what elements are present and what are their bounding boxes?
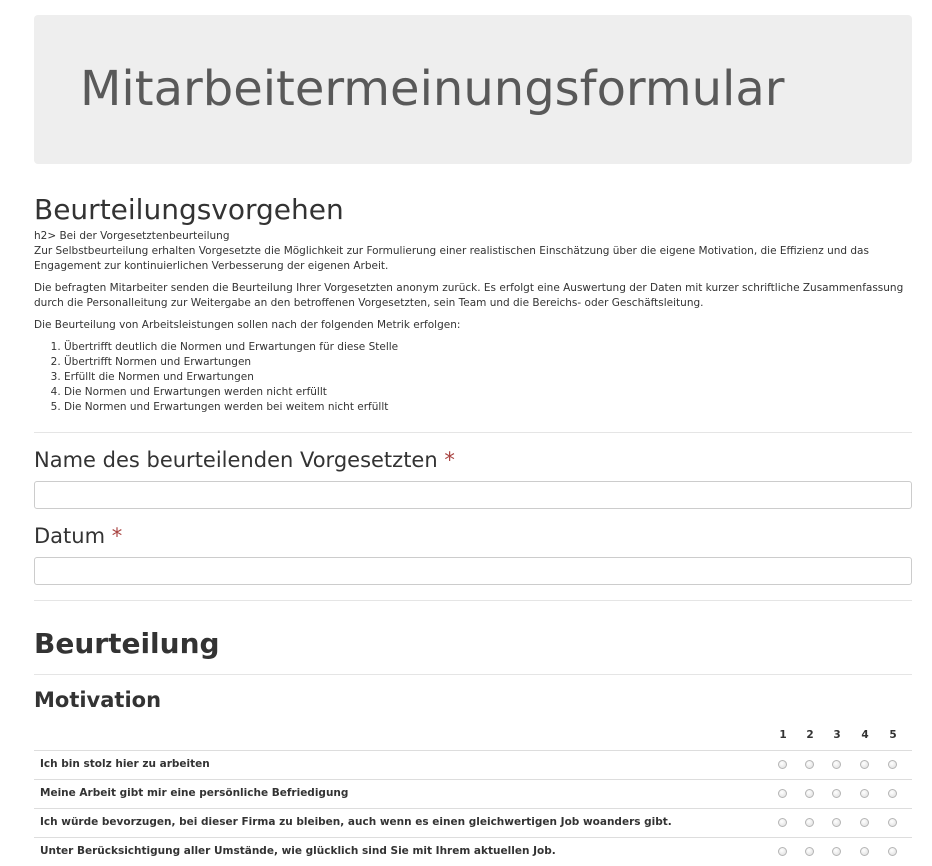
rating-heading: Beurteilung: [34, 627, 220, 660]
required-marker: *: [444, 448, 455, 472]
divider: [34, 600, 912, 601]
rating-radio-3[interactable]: [832, 818, 841, 827]
question-label: Meine Arbeit gibt mir eine persönliche Befriedigung: [40, 787, 349, 799]
table-row-border: [34, 779, 912, 780]
metric-item: 5. Die Normen und Erwartungen werden bei weitem nicht erfüllt: [64, 400, 912, 415]
required-marker: *: [111, 524, 123, 548]
date-label-text: Datum: [34, 524, 106, 548]
rating-radio-1[interactable]: [778, 847, 787, 856]
table-row-border: [34, 750, 912, 751]
motivation-heading: Motivation: [34, 688, 162, 712]
rating-radio-2[interactable]: [805, 760, 814, 769]
divider: [34, 674, 912, 675]
header-banner: [34, 15, 912, 164]
rating-radio-5[interactable]: [888, 847, 897, 856]
supervisor-name-input[interactable]: [34, 481, 912, 509]
rating-radio-1[interactable]: [778, 818, 787, 827]
rating-radio-2[interactable]: [805, 847, 814, 856]
rating-radio-5[interactable]: [888, 760, 897, 769]
rating-radio-3[interactable]: [832, 760, 841, 769]
metric-list: [64, 340, 912, 415]
rating-radio-1[interactable]: [778, 789, 787, 798]
metric-item: 2. Übertrifft Normen und Erwartungen: [64, 355, 912, 370]
intro-paragraph-3: Die Beurteilung von Arbeitsleistungen sollen nach der folgenden Metrik erfolgen:: [34, 319, 461, 331]
scale-header-3: 3: [833, 729, 841, 741]
metric-item: 4. Die Normen und Erwartungen werden nicht erfüllt: [64, 385, 912, 400]
metric-item: 1. Übertrifft deutlich die Normen und Erwartungen für diese Stelle: [64, 340, 912, 355]
question-label: Ich würde bevorzugen, bei dieser Firma zu bleiben, auch wenn es einen gleichwertigen Job woanders gibt.: [40, 816, 672, 828]
supervisor-name-label-text: Name des beurteilenden Vorgesetzten: [34, 448, 438, 472]
question-label: Unter Berücksichtigung aller Umstände, wie glücklich sind Sie mit Ihrem aktuellen Job.: [40, 845, 556, 857]
supervisor-name-label: [34, 448, 455, 472]
rating-radio-5[interactable]: [888, 818, 897, 827]
scale-header-4: 4: [861, 729, 869, 741]
scale-header-1: 1: [779, 729, 787, 741]
intro-heading: Beurteilungsvorgehen: [34, 193, 344, 226]
table-row-border: [34, 808, 912, 809]
scale-header-2: 2: [806, 729, 814, 741]
scale-header-5: 5: [889, 729, 897, 741]
intro-paragraph-1: Zur Selbstbeurteilung erhalten Vorgesetzte die Möglichkeit zur Formulierung einer realistischen Einschätzung über die eigene Motivation, die Effizienz und das Engagement zur kontinuierlichen Verbesserung der eigenen Arbeit.: [34, 245, 869, 272]
divider: [34, 432, 912, 433]
table-row-border: [34, 837, 912, 838]
page-title: Mitarbeitermeinungsformular: [80, 61, 785, 117]
rating-radio-1[interactable]: [778, 760, 787, 769]
rating-radio-4[interactable]: [860, 789, 869, 798]
intro-subline: h2> Bei der Vorgesetztenbeurteilung: [34, 230, 230, 242]
intro-section: [34, 193, 912, 415]
date-input[interactable]: [34, 557, 912, 585]
question-label: Ich bin stolz hier zu arbeiten: [40, 758, 210, 770]
rating-radio-5[interactable]: [888, 789, 897, 798]
rating-radio-2[interactable]: [805, 818, 814, 827]
rating-radio-4[interactable]: [860, 760, 869, 769]
rating-radio-4[interactable]: [860, 818, 869, 827]
rating-radio-3[interactable]: [832, 847, 841, 856]
rating-radio-4[interactable]: [860, 847, 869, 856]
rating-radio-2[interactable]: [805, 789, 814, 798]
metric-item: 3. Erfüllt die Normen und Erwartungen: [64, 370, 912, 385]
intro-paragraph-2: Die befragten Mitarbeiter senden die Beurteilung Ihrer Vorgesetzten anonym zurück. Es erfolgt eine Auswertung der Daten mit kurzer schriftliche Zusammenfassung durch die Personalleitung zur Weitergabe an den betroffenen Vorgesetzten, sein Team und die Bereichs- oder Geschäftsleitung.: [34, 282, 904, 309]
rating-radio-3[interactable]: [832, 789, 841, 798]
date-label: [34, 524, 122, 548]
